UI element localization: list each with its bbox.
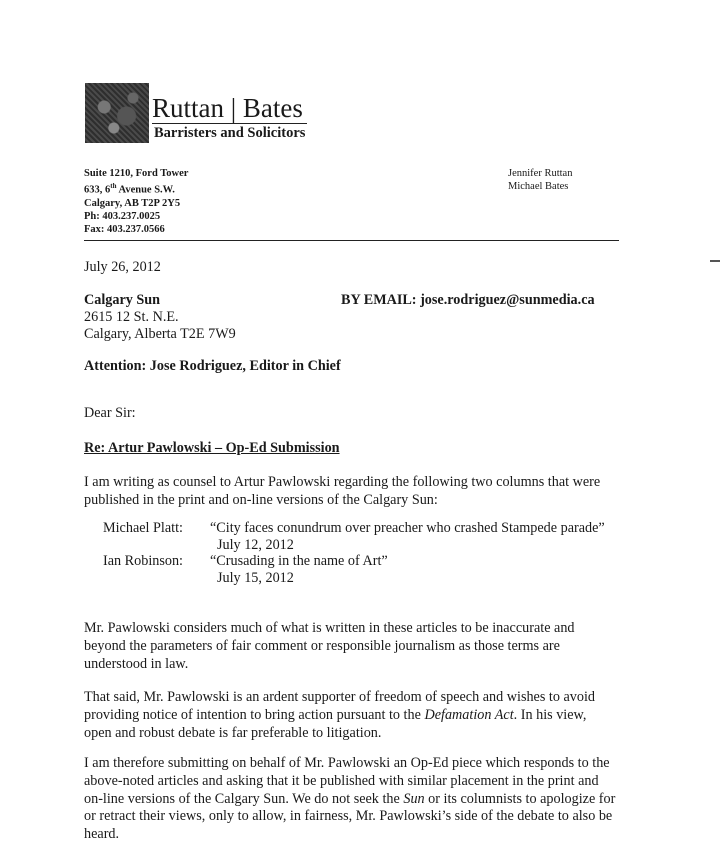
text-run: providing notice of intention to bring action pursuant to the [84, 706, 425, 723]
attention-line: Attention: Jose Rodriguez, Editor in Chief [84, 358, 341, 374]
paragraph-line: above-noted articles and asking that it be published with similar placement in the print and [84, 772, 599, 789]
column-title: “City faces conundrum over preacher who crashed Stampede parade” [210, 520, 605, 536]
re-line: Re: Artur Pawlowski – Op-Ed Submission [84, 440, 340, 456]
paragraph-line: I am therefore submitting on behalf of Mr. Pawlowski an Op-Ed piece which responds to the [84, 755, 610, 771]
text-run: or its columnists to apologize for [424, 790, 616, 807]
intro-paragraph [84, 474, 624, 510]
firm-address [84, 167, 188, 237]
column-date: July 15, 2012 [217, 570, 294, 586]
address-line: Suite 1210, Ford Tower [84, 168, 189, 179]
partner-name: Jennifer Ruttan [508, 168, 573, 179]
paragraph-line [84, 707, 624, 725]
paragraph-line: open and robust debate is far preferable to litigation. [84, 724, 382, 741]
paragraph-line: Mr. Pawlowski considers much of what is written in these articles to be inaccurate and [84, 620, 575, 636]
header-divider [84, 240, 619, 241]
recipient-address-line: Calgary, Alberta T2E 7W9 [84, 326, 236, 342]
paragraph-submission [84, 755, 624, 844]
margin-mark [710, 260, 720, 262]
paragraph-line: published in the print and on-line versions of the Calgary Sun: [84, 491, 438, 508]
address-line: Calgary, AB T2P 2Y5 [84, 197, 181, 209]
text-run: on-line versions of the Calgary Sun. We do not seek the [84, 790, 404, 807]
column-title: “Crusading in the name of Art” [210, 553, 388, 569]
salutation: Dear Sir: [84, 405, 136, 421]
firm-logo [85, 83, 149, 143]
address-line: 633, 6th Avenue S.W. [84, 182, 175, 196]
firm-subtitle: Barristers and Solicitors [154, 125, 306, 141]
statute-name: Defamation Act [424, 706, 514, 723]
address-line: Ph: 403.237.0025 [84, 211, 161, 223]
paragraph-line: heard. [84, 826, 120, 843]
paragraph-line: understood in law. [84, 655, 189, 672]
column-author: Michael Platt: [103, 520, 183, 536]
firm-name: Ruttan | Bates [152, 93, 307, 124]
column-author: Ian Robinson: [103, 553, 183, 569]
recipient-name: Calgary Sun [84, 292, 161, 308]
email-delivery-line: BY EMAIL: jose.rodriguez@sunmedia.ca [341, 292, 595, 308]
paragraph-free-speech [84, 689, 624, 742]
paragraph-line [84, 791, 624, 809]
paragraph-inaccuracy [84, 620, 624, 673]
letter-date: July 26, 2012 [84, 259, 161, 275]
publication-name: Sun [403, 790, 425, 807]
paragraph-line: I am writing as counsel to Artur Pawlowski regarding the following two columns that were [84, 474, 601, 490]
recipient-address-line: 2615 12 St. N.E. [84, 309, 179, 325]
column-date: July 12, 2012 [217, 537, 294, 553]
paragraph-line: That said, Mr. Pawlowski is an ardent supporter of freedom of speech and wishes to avoid [84, 689, 596, 705]
partner-list [508, 167, 572, 193]
partner-name: Michael Bates [508, 181, 569, 193]
text-run: . In his view, [513, 706, 587, 723]
address-line: Fax: 403.237.0566 [84, 224, 165, 236]
paragraph-line: beyond the parameters of fair comment or responsible journalism as those terms are [84, 637, 560, 654]
paragraph-line: or retract their views, only to allow, in fairness, Mr. Pawlowski’s side of the debate to also be [84, 808, 613, 825]
